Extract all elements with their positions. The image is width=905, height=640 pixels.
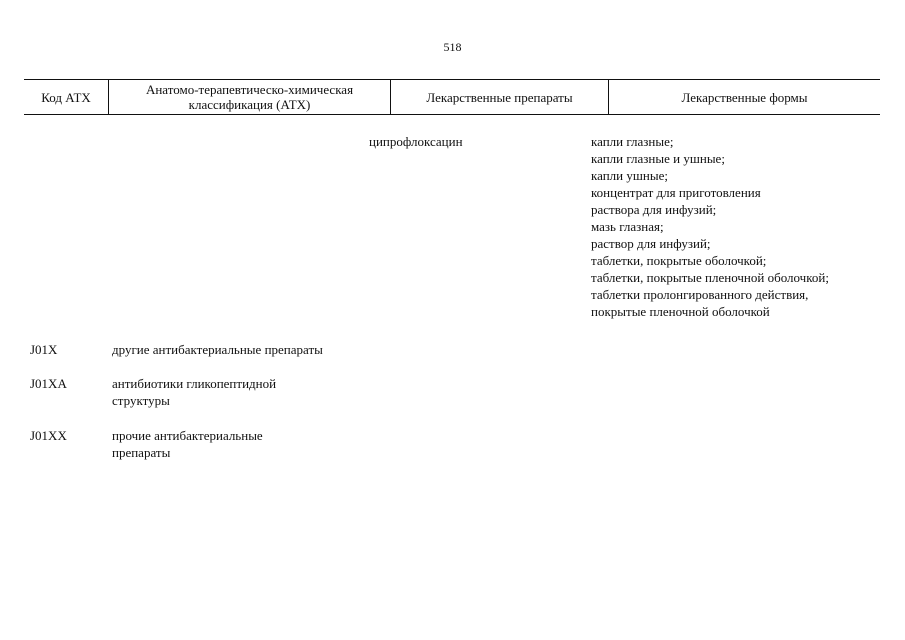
header-forms: Лекарственные формы [608,80,880,114]
header-drugs: Лекарственные препараты [390,80,608,114]
row-2-classification: антибиотики гликопептидной структуры [112,376,277,408]
table-header [24,79,880,115]
row-0-drug: ципрофлоксацин [369,134,463,149]
row-3-classification: прочие антибактериальные препараты [112,428,263,460]
row-1-code: J01X [30,342,58,357]
row-1-classification: другие антибактериальные препараты [112,342,323,357]
header-classification: Анатомо-терапевтическо-химическая классификация (АТХ) [108,80,390,114]
row-3-code: J01XX [30,428,67,443]
row-2-code: J01XA [30,376,67,391]
page-number: 518 [443,40,462,54]
row-0-forms: капли глазные; капли глазные и ушные; капли ушные; концентрат для приготовления раствора для инфузий; мазь глазная; раствор для инфузий; таблетки, покрытые оболочкой; таблетки, покрытые пленочной оболочкой; таблетки пролонгированного действия, покрытые пленочной оболочкой [591,134,829,319]
header-code: Код АТХ [41,89,91,105]
